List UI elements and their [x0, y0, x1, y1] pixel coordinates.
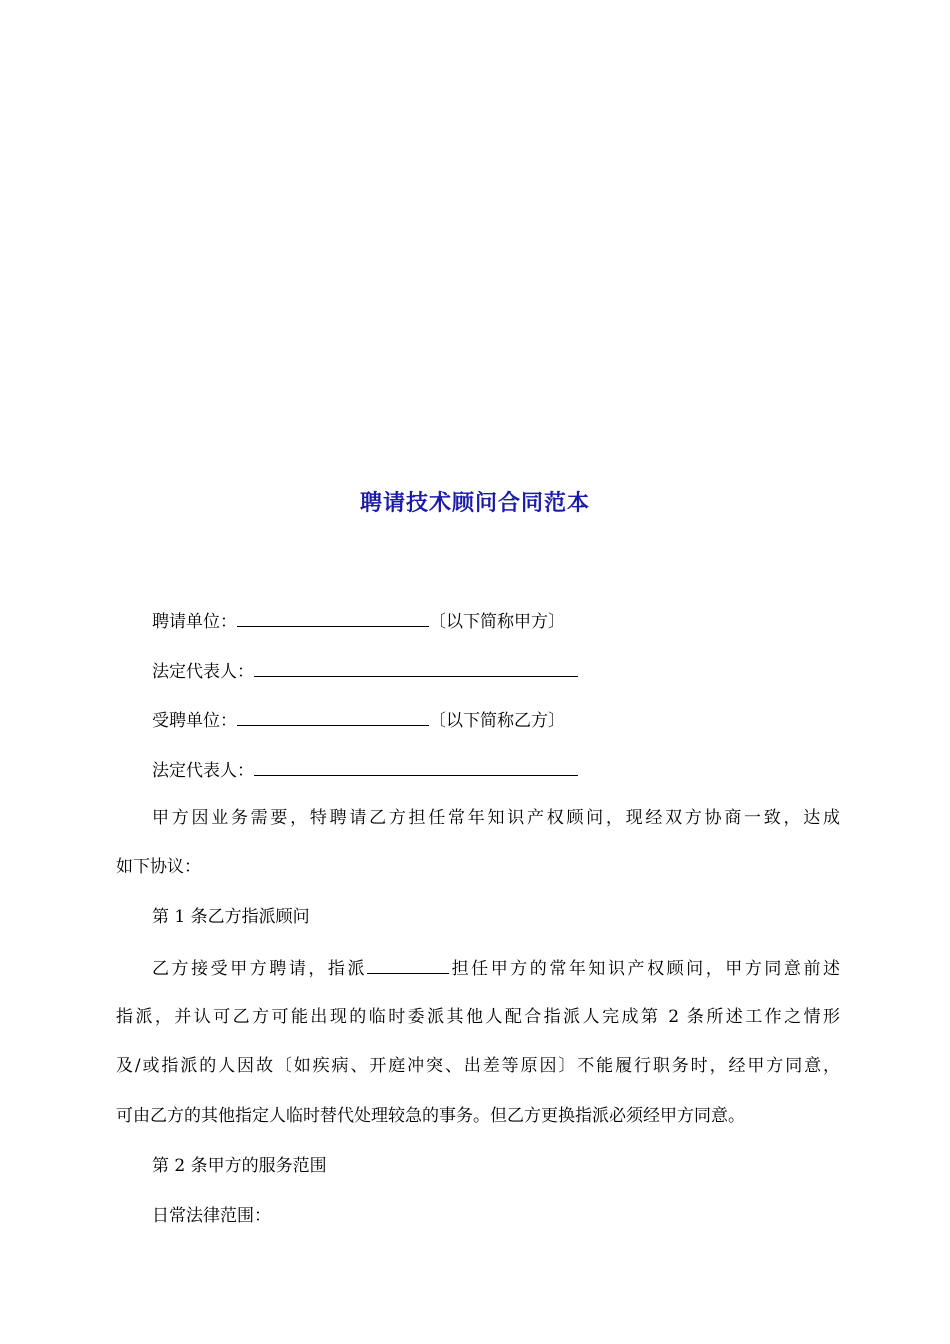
- intro-line-1: 甲方因业务需要，特聘请乙方担任常年知识产权顾问，现经双方协商一致，达成: [152, 808, 840, 828]
- advisor-blank: [367, 955, 449, 974]
- intro-line-2: 如下协议：: [116, 857, 201, 877]
- employer-blank: [237, 608, 429, 627]
- article-1-line-2: 指派，并认可乙方可能出现的临时委派其他人配合指派人完成第 2 条所述工作之情形: [116, 1007, 840, 1027]
- article-1-line-1: [152, 955, 840, 981]
- legal-rep-blank-2: [254, 757, 578, 776]
- document-title: 聘请技术顾问合同范本: [359, 490, 590, 516]
- article-2-heading: 第 2 条甲方的服务范围: [152, 1156, 327, 1176]
- employer-label: 聘请单位：: [152, 612, 237, 632]
- employer-field: [152, 608, 840, 634]
- article-1-line-4: 可由乙方的其他指定人临时替代处理较急的事务。但乙方更换指派必须经甲方同意。: [116, 1106, 745, 1126]
- article-1-heading: 第 1 条乙方指派顾问: [152, 907, 310, 927]
- employee-label: 受聘单位：: [152, 711, 237, 731]
- employee-blank: [237, 707, 429, 726]
- article-1-line-3: 及/或指派的人因故〔如疾病、开庭冲突、出差等原因〕不能履行职务时，经甲方同意，: [116, 1056, 840, 1076]
- employer-suffix: 〔以下简称甲方〕: [429, 612, 565, 632]
- employee-suffix: 〔以下简称乙方〕: [429, 711, 565, 731]
- legal-rep-field-1: [152, 658, 840, 684]
- legal-rep-label-2: 法定代表人：: [152, 761, 254, 781]
- legal-rep-field-2: [152, 757, 840, 783]
- legal-rep-blank-1: [254, 658, 578, 677]
- legal-rep-label-1: 法定代表人：: [152, 662, 254, 682]
- article-2-sub: 日常法律范围：: [152, 1206, 271, 1226]
- article-1-line-1-b: 担任甲方的常年知识产权顾问，甲方同意前述: [449, 959, 841, 979]
- article-1-line-1-a: 乙方接受甲方聘请，指派: [152, 959, 368, 979]
- employee-field: [152, 707, 840, 733]
